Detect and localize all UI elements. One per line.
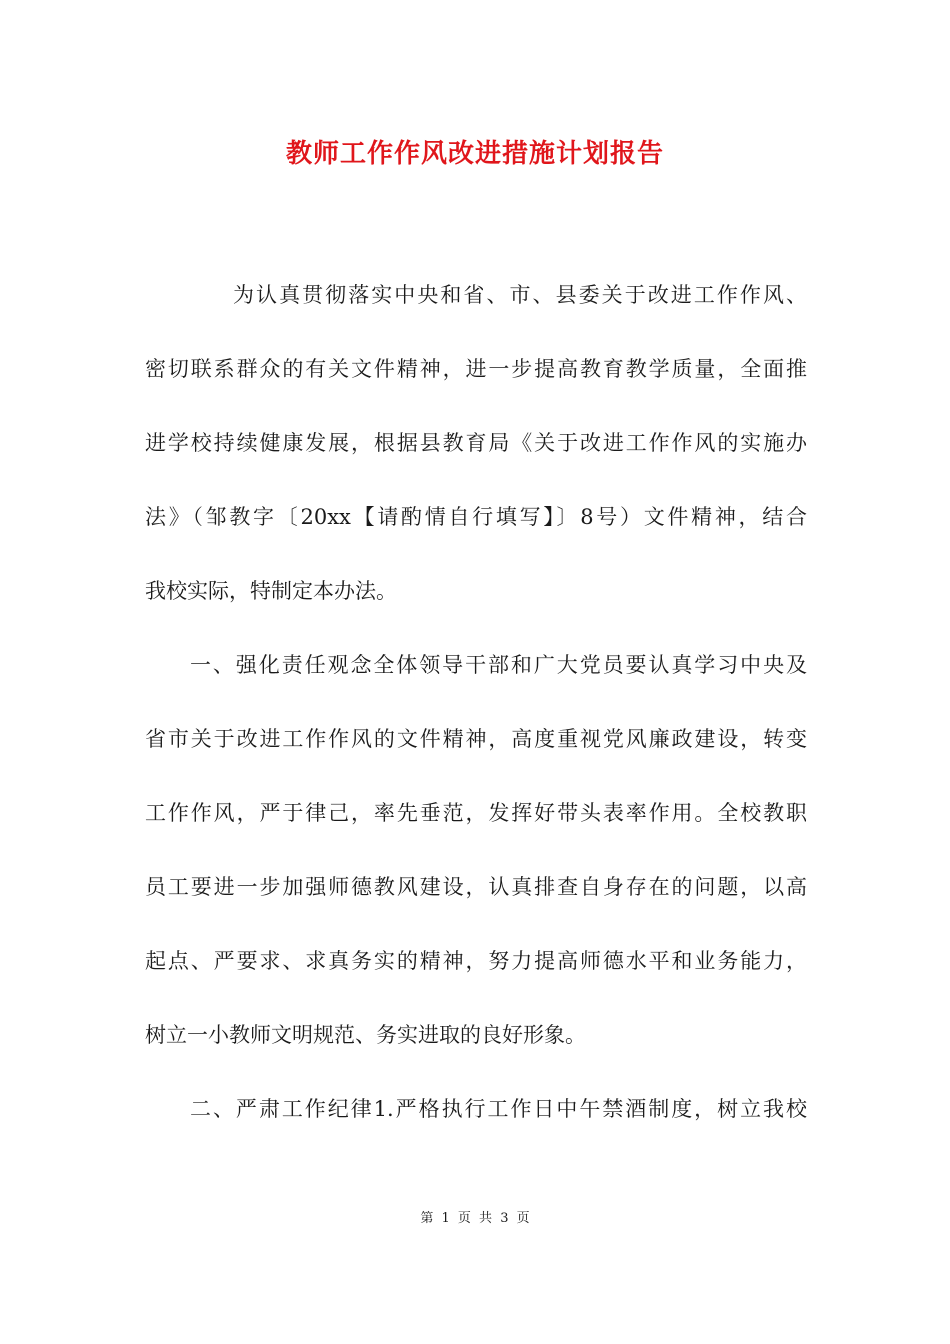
paragraph-3	[145, 1072, 807, 1146]
paragraph-1	[145, 258, 807, 628]
paragraph-line: 员工要进一步加强师德教风建设，认真排查自身存在的问题，以高	[145, 875, 807, 899]
paragraph-line: 为认真贯彻落实中央和省、市、县委关于改进工作作风、	[233, 283, 807, 307]
paragraph-line: 二、严肃工作纪律1.严格执行工作日中午禁酒制度，树立我校	[190, 1097, 807, 1121]
paragraph-line: 法》（邹教字〔20xx【请酌情自行填写】〕8号）文件精神，结合	[145, 505, 807, 529]
page-number-footer: 第 1 页 共 3 页	[420, 1211, 530, 1226]
paragraph-line: 起点、严要求、求真务实的精神，努力提高师德水平和业务能力，	[145, 949, 807, 973]
paragraph-line: 密切联系群众的有关文件精神，进一步提高教育教学质量，全面推	[145, 357, 807, 381]
paragraph-line: 我校实际，特制定本办法。	[145, 579, 397, 603]
paragraph-line: 一、强化责任观念全体领导干部和广大党员要认真学习中央及	[190, 653, 807, 677]
paragraph-line: 进学校持续健康发展，根据县教育局《关于改进工作作风的实施办	[145, 431, 807, 455]
paragraph-line: 树立一小教师文明规范、务实进取的良好形象。	[145, 1023, 586, 1047]
document-title: 教师工作作风改进措施计划报告	[285, 139, 664, 169]
paragraph-line: 工作作风，严于律己，率先垂范，发挥好带头表率作用。全校教职	[145, 801, 807, 825]
paragraph-line: 省市关于改进工作作风的文件精神，高度重视党风廉政建设，转变	[145, 727, 807, 751]
paragraph-2	[145, 628, 807, 1072]
